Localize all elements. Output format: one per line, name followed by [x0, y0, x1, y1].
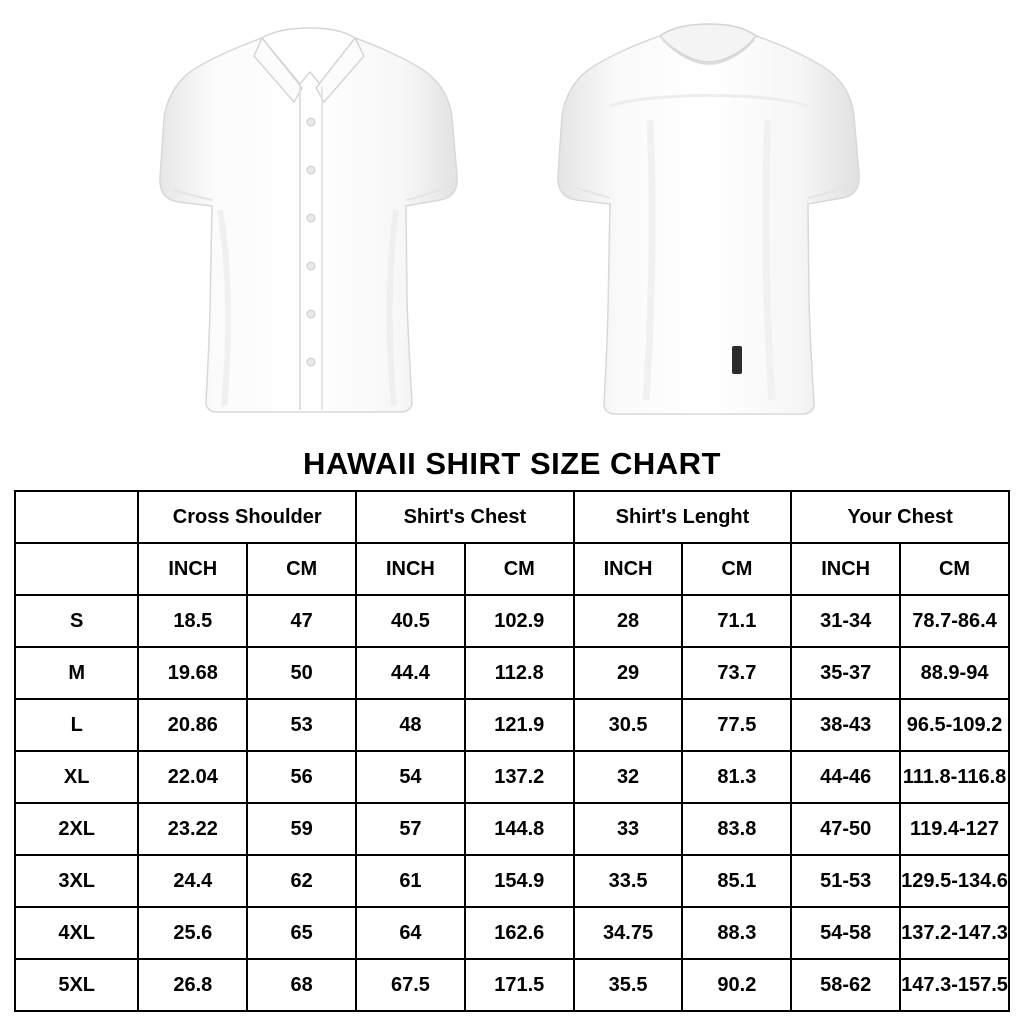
cell-cross-shoulder-inch: 22.04	[138, 751, 247, 803]
row-size-label: 2XL	[15, 803, 138, 855]
cell-cross-shoulder-cm: 47	[247, 595, 356, 647]
shirt-illustrations	[0, 0, 1024, 446]
cell-shirts-chest-inch: 67.5	[356, 959, 465, 1011]
cell-shirts-chest-cm: 121.9	[465, 699, 574, 751]
unit-shirts-chest-inch: INCH	[356, 543, 465, 595]
unit-blank-corner	[15, 543, 138, 595]
cell-shirts-lenght-inch: 33.5	[574, 855, 683, 907]
cell-cross-shoulder-cm: 56	[247, 751, 356, 803]
cell-your-chest-inch: 51-53	[791, 855, 900, 907]
cell-shirts-chest-cm: 144.8	[465, 803, 574, 855]
size-chart-table-wrap	[0, 490, 1024, 1012]
page-title: HAWAII SHIRT SIZE CHART	[303, 446, 721, 481]
cell-shirts-chest-inch: 61	[356, 855, 465, 907]
cell-your-chest-cm: 119.4-127	[900, 803, 1009, 855]
cell-shirts-chest-inch: 64	[356, 907, 465, 959]
header-blank-corner	[15, 491, 138, 543]
cell-your-chest-cm: 78.7-86.4	[900, 595, 1009, 647]
cell-cross-shoulder-inch: 25.6	[138, 907, 247, 959]
unit-your-chest-inch: INCH	[791, 543, 900, 595]
unit-shirts-lenght-inch: INCH	[574, 543, 683, 595]
cell-shirts-lenght-inch: 35.5	[574, 959, 683, 1011]
cell-cross-shoulder-inch: 23.22	[138, 803, 247, 855]
cell-shirts-lenght-inch: 32	[574, 751, 683, 803]
unit-your-chest-cm: CM	[900, 543, 1009, 595]
unit-cross-shoulder-cm: CM	[247, 543, 356, 595]
cell-shirts-lenght-cm: 90.2	[682, 959, 791, 1011]
shirt-back-icon	[550, 10, 870, 430]
cell-shirts-lenght-cm: 81.3	[682, 751, 791, 803]
cell-shirts-chest-cm: 154.9	[465, 855, 574, 907]
cell-shirts-chest-cm: 137.2	[465, 751, 574, 803]
cell-shirts-chest-inch: 48	[356, 699, 465, 751]
cell-shirts-lenght-cm: 88.3	[682, 907, 791, 959]
cell-shirts-lenght-cm: 71.1	[682, 595, 791, 647]
cell-your-chest-inch: 54-58	[791, 907, 900, 959]
row-size-label: M	[15, 647, 138, 699]
table-row	[15, 699, 1009, 751]
header-your-chest: Your Chest	[791, 491, 1009, 543]
table-row	[15, 959, 1009, 1011]
cell-shirts-lenght-cm: 83.8	[682, 803, 791, 855]
cell-your-chest-inch: 38-43	[791, 699, 900, 751]
cell-shirts-lenght-inch: 30.5	[574, 699, 683, 751]
row-size-label: 3XL	[15, 855, 138, 907]
row-size-label: XL	[15, 751, 138, 803]
table-group-header-row	[15, 491, 1009, 543]
cell-shirts-lenght-cm: 73.7	[682, 647, 791, 699]
cell-your-chest-cm: 147.3-157.5	[900, 959, 1009, 1011]
table-row	[15, 907, 1009, 959]
table-row	[15, 855, 1009, 907]
cell-shirts-chest-cm: 171.5	[465, 959, 574, 1011]
cell-shirts-chest-cm: 112.8	[465, 647, 574, 699]
cell-cross-shoulder-cm: 68	[247, 959, 356, 1011]
cell-shirts-lenght-inch: 34.75	[574, 907, 683, 959]
cell-cross-shoulder-inch: 20.86	[138, 699, 247, 751]
cell-shirts-chest-inch: 57	[356, 803, 465, 855]
cell-cross-shoulder-inch: 24.4	[138, 855, 247, 907]
cell-cross-shoulder-inch: 19.68	[138, 647, 247, 699]
row-size-label: 5XL	[15, 959, 138, 1011]
size-chart-table	[14, 490, 1010, 1012]
cell-shirts-lenght-inch: 28	[574, 595, 683, 647]
header-shirts-lenght: Shirt's Lenght	[574, 491, 792, 543]
header-shirts-chest: Shirt's Chest	[356, 491, 574, 543]
unit-shirts-chest-cm: CM	[465, 543, 574, 595]
cell-cross-shoulder-cm: 53	[247, 699, 356, 751]
unit-cross-shoulder-inch: INCH	[138, 543, 247, 595]
table-row	[15, 647, 1009, 699]
cell-cross-shoulder-cm: 59	[247, 803, 356, 855]
cell-shirts-chest-inch: 44.4	[356, 647, 465, 699]
cell-shirts-chest-cm: 102.9	[465, 595, 574, 647]
cell-your-chest-inch: 58-62	[791, 959, 900, 1011]
cell-shirts-chest-cm: 162.6	[465, 907, 574, 959]
header-cross-shoulder: Cross Shoulder	[138, 491, 356, 543]
table-row	[15, 751, 1009, 803]
cell-shirts-lenght-cm: 85.1	[682, 855, 791, 907]
cell-your-chest-cm: 137.2-147.3	[900, 907, 1009, 959]
cell-shirts-chest-inch: 40.5	[356, 595, 465, 647]
cell-shirts-lenght-inch: 29	[574, 647, 683, 699]
cell-your-chest-inch: 44-46	[791, 751, 900, 803]
table-row	[15, 803, 1009, 855]
cell-your-chest-inch: 47-50	[791, 803, 900, 855]
unit-shirts-lenght-cm: CM	[682, 543, 791, 595]
cell-shirts-lenght-inch: 33	[574, 803, 683, 855]
cell-cross-shoulder-cm: 50	[247, 647, 356, 699]
table-row	[15, 595, 1009, 647]
shirt-front-icon	[150, 10, 470, 430]
cell-your-chest-cm: 111.8-116.8	[900, 751, 1009, 803]
cell-cross-shoulder-cm: 65	[247, 907, 356, 959]
row-size-label: L	[15, 699, 138, 751]
cell-your-chest-cm: 96.5-109.2	[900, 699, 1009, 751]
cell-cross-shoulder-cm: 62	[247, 855, 356, 907]
row-size-label: 4XL	[15, 907, 138, 959]
cell-cross-shoulder-inch: 18.5	[138, 595, 247, 647]
table-unit-header-row	[15, 543, 1009, 595]
cell-cross-shoulder-inch: 26.8	[138, 959, 247, 1011]
cell-your-chest-cm: 88.9-94	[900, 647, 1009, 699]
cell-your-chest-inch: 35-37	[791, 647, 900, 699]
row-size-label: S	[15, 595, 138, 647]
cell-your-chest-cm: 129.5-134.6	[900, 855, 1009, 907]
cell-shirts-lenght-cm: 77.5	[682, 699, 791, 751]
cell-your-chest-inch: 31-34	[791, 595, 900, 647]
cell-shirts-chest-inch: 54	[356, 751, 465, 803]
